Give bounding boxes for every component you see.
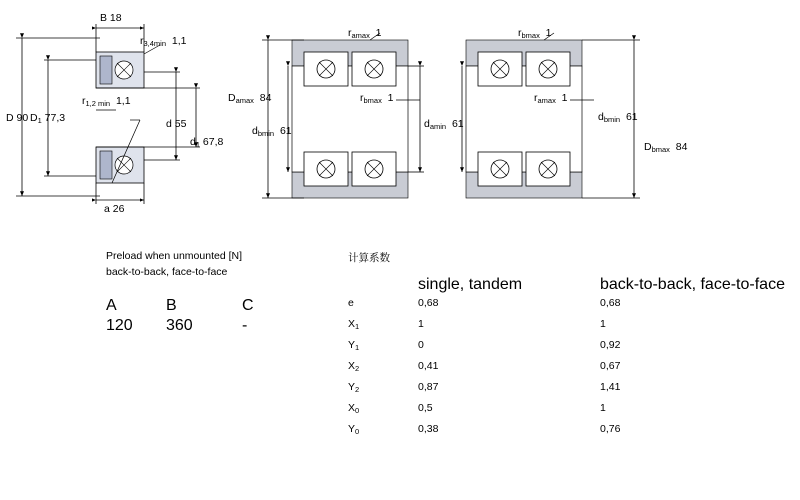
factor-single-tandem-2: 0 bbox=[418, 339, 424, 351]
factor-name-6: $Y_0$ bbox=[348, 423, 360, 436]
factor-single-tandem-0: 0,68 bbox=[418, 297, 439, 309]
factor-name-2: $Y_1$ bbox=[348, 339, 360, 352]
factor-btb-ftf-1: 1 bbox=[600, 318, 606, 330]
preload-value-B: 360 bbox=[166, 317, 193, 334]
preload-table bbox=[106, 250, 336, 278]
dim-d1: $d_1$ 67,8 bbox=[190, 136, 224, 149]
dim-B: B 18 bbox=[100, 12, 122, 24]
factor-btb-ftf-3: 0,67 bbox=[600, 360, 621, 372]
factor-name-0: e bbox=[348, 297, 354, 309]
dim-ramax-mid: $r_{amax}$ 1 bbox=[348, 27, 382, 40]
dim-rbmax-right: $r_{bmax}$ 1 bbox=[518, 27, 552, 40]
preload-header-A: A bbox=[106, 297, 117, 314]
factors-col1-header: single, tandem bbox=[418, 276, 523, 293]
factor-single-tandem-6: 0,38 bbox=[418, 423, 439, 435]
dim-D1: $D_1$ 77,3 bbox=[30, 112, 66, 125]
preload-subtitle: back-to-back, face-to-face bbox=[106, 266, 228, 278]
preload-title: Preload when unmounted [N] bbox=[106, 250, 243, 262]
factor-single-tandem-3: 0,41 bbox=[418, 360, 439, 372]
factor-btb-ftf-0: 0,68 bbox=[600, 297, 621, 309]
factor-name-1: $X_1$ bbox=[348, 318, 360, 331]
factor-btb-ftf-5: 1 bbox=[600, 402, 606, 414]
preload-value-A: 120 bbox=[106, 317, 133, 334]
dim-Damax: $D_{amax}$ 84 bbox=[228, 92, 272, 105]
factor-btb-ftf-2: 0,92 bbox=[600, 339, 621, 351]
dim-a: a 26 bbox=[104, 203, 125, 215]
factor-single-tandem-4: 0,87 bbox=[418, 381, 439, 393]
dim-ramax-right: $r_{amax}$ 1 bbox=[534, 92, 568, 105]
factor-btb-ftf-4: 1,41 bbox=[600, 381, 621, 393]
preload-value-C: - bbox=[242, 317, 248, 334]
factor-name-3: $X_2$ bbox=[348, 360, 360, 373]
dim-dbmin-mid: $d_{bmin}$ 61 bbox=[252, 125, 292, 138]
dim-r34min: $r_{3,4min}$ 1,1 bbox=[140, 35, 187, 48]
factor-name-5: $X_0$ bbox=[348, 402, 360, 415]
dim-r12min: $r_{1,2 min}$ 1,1 bbox=[82, 95, 131, 108]
factor-btb-ftf-6: 0,76 bbox=[600, 423, 621, 435]
factor-name-4: $Y_2$ bbox=[348, 381, 360, 394]
preload-header-C: C bbox=[242, 297, 254, 314]
factors-title: 计算系数 bbox=[348, 252, 390, 264]
factors-col2-header: back-to-back, face-to-face bbox=[600, 276, 785, 293]
factor-single-tandem-1: 1 bbox=[418, 318, 424, 330]
dim-d: d 55 bbox=[166, 118, 187, 130]
dim-dbmin-right: $d_{bmin}$ 61 bbox=[598, 111, 638, 124]
preload-header-B: B bbox=[166, 297, 177, 314]
dim-damin: $d_{amin}$ 61 bbox=[424, 118, 464, 131]
dim-rbmax-mid: $r_{bmax}$ 1 bbox=[360, 92, 394, 105]
dim-Dbmax: $D_{bmax}$ 84 bbox=[644, 141, 688, 154]
factor-single-tandem-5: 0,5 bbox=[418, 402, 433, 414]
dim-D: D 90 bbox=[6, 112, 29, 124]
